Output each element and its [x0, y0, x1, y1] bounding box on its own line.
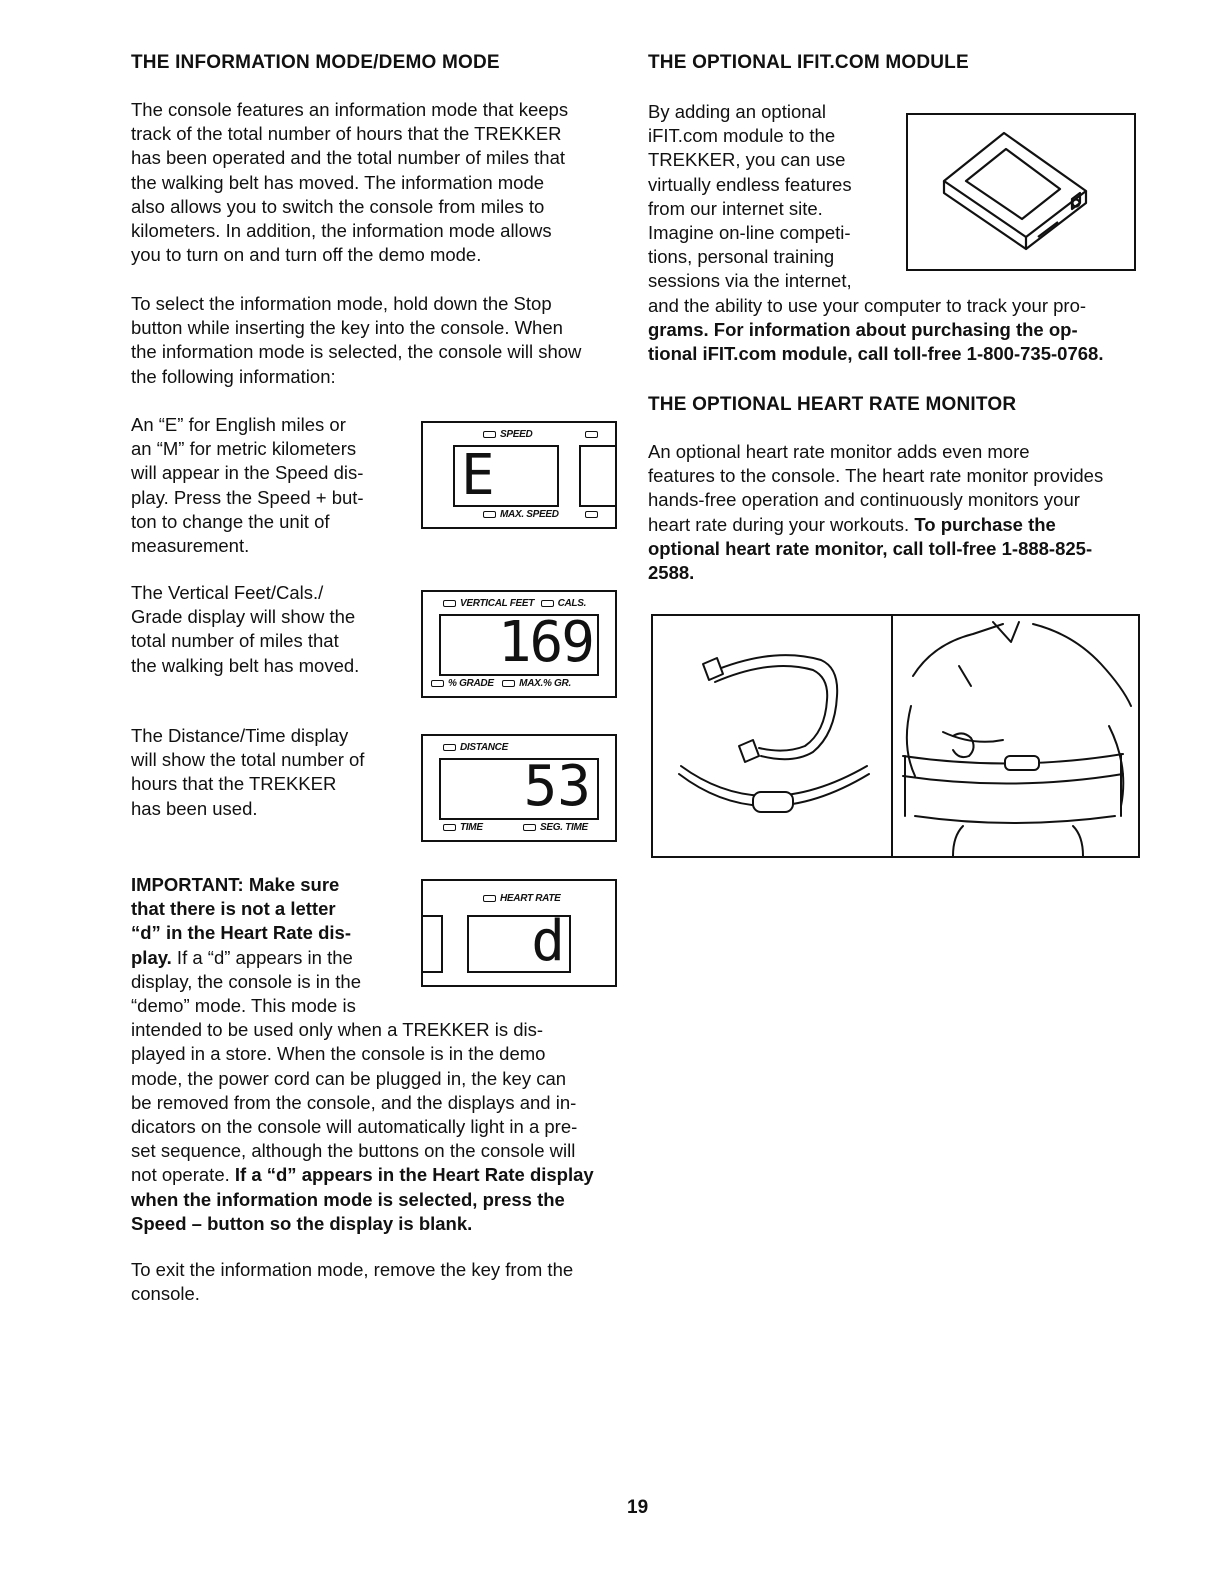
text-line: “d” in the Heart Rate dis- — [131, 922, 351, 944]
seg-time-label: SEG. TIME — [523, 822, 588, 833]
person-wearing-strap-icon — [903, 622, 1131, 856]
text-line: grams. For information about purchasing the op- — [648, 319, 1078, 341]
ifit-paragraph-full — [648, 294, 1168, 367]
text-line: tions, personal training — [648, 246, 835, 268]
vertical-display — [421, 590, 617, 698]
text-line: from our internet site. — [648, 197, 823, 219]
ifit-paragraph-wrap — [648, 100, 898, 294]
text-line: has been operated and the total number of miles that — [131, 147, 566, 169]
text-line: measurement. — [131, 535, 250, 557]
speed-window — [453, 445, 559, 507]
speed-display — [421, 421, 617, 529]
text-line: played in a store. When the console is in the demo — [131, 1043, 546, 1065]
text-line: sessions via the internet, — [648, 270, 852, 292]
text-line: To exit the information mode, remove the key from the — [131, 1259, 574, 1280]
text-line: To select the information mode, hold down the Stop — [131, 293, 552, 314]
text-line: track of the total number of hours that the TREKKER — [131, 123, 562, 145]
ifit-module-figure — [906, 113, 1136, 271]
text-line: set sequence, although the buttons on the console will — [131, 1140, 576, 1162]
max-speed-label: MAX. SPEED — [483, 509, 559, 520]
plain-run: heart rate during your workouts. — [648, 513, 915, 535]
heart-rate-window — [467, 909, 571, 974]
text-line: kilometers. In addition, the information mode allows — [131, 220, 552, 242]
speed-value: E — [461, 443, 495, 508]
text-line: By adding an optional — [648, 101, 826, 122]
speed-label: SPEED — [483, 429, 532, 440]
text-line: Grade display will show the — [131, 606, 356, 628]
text-line: when the information mode is selected, press the — [131, 1188, 565, 1210]
heart-rate-display — [421, 879, 617, 987]
text-line: the walking belt has moved. — [131, 654, 360, 676]
select-mode-paragraph — [131, 292, 621, 389]
bold-run: play. — [131, 946, 172, 968]
text-line: the walking belt has moved. The information mode — [131, 171, 545, 193]
text-line: tional iFIT.com module, call toll-free 1-800-735-0768. — [648, 343, 1104, 365]
vertical-value: 169 — [497, 610, 593, 675]
plain-run: If a “d” appears in the — [171, 946, 353, 968]
distance-label: DISTANCE — [443, 742, 508, 753]
text-line: IMPORTANT: Make sure — [131, 874, 340, 895]
text-line: display, the console is in the — [131, 970, 362, 992]
text-line: optional heart rate monitor, call toll-free 1-888-825- — [648, 537, 1093, 559]
section-heading-information-mode: THE INFORMATION MODE/DEMO MODE — [131, 52, 500, 73]
speed-second-led — [585, 429, 602, 440]
speed-item-text — [131, 413, 401, 558]
grade-label: % GRADE MAX.% GR. — [431, 678, 571, 689]
distance-item-text — [131, 724, 401, 821]
distance-window — [439, 754, 599, 820]
bold-run: If a “d” appears in the Heart Rate display — [234, 1164, 594, 1186]
vertical-item-text — [131, 581, 401, 678]
vertical-window — [439, 610, 599, 676]
page-number: 19 — [627, 1497, 649, 1518]
text-line: has been used. — [131, 797, 258, 819]
heart-rate-side-window — [421, 915, 443, 973]
vertical-feet-label: VERTICAL FEET CALS. — [443, 598, 586, 609]
text-line: total number of miles that — [131, 630, 339, 652]
text-line: An “E” for English miles or — [131, 414, 346, 435]
plain-run: not operate. — [131, 1164, 235, 1186]
text-line — [648, 513, 1178, 537]
text-line: will show the total number of — [131, 749, 365, 771]
text-line: will appear in the Speed dis- — [131, 462, 364, 484]
heart-rate-label: HEART RATE — [483, 893, 561, 904]
text-line: you to turn on and turn off the demo mode. — [131, 244, 482, 266]
text-line: the information mode is selected, the console will show — [131, 341, 582, 363]
text-line: and the ability to use your computer to track your pro- — [648, 295, 1087, 316]
text-line: The Distance/Time display — [131, 725, 349, 746]
text-line: hours that the TREKKER — [131, 773, 337, 795]
text-line: be removed from the console, and the displays and in- — [131, 1091, 577, 1113]
text-line: The console features an information mode that keeps — [131, 99, 569, 120]
exit-paragraph — [131, 1258, 626, 1306]
text-line: features to the console. The heart rate monitor provides — [648, 465, 1104, 487]
text-line: Imagine on-line competi- — [648, 222, 851, 244]
distance-display — [421, 734, 617, 842]
text-line: 2588. — [648, 562, 695, 584]
chest-strap-icon — [679, 655, 869, 812]
heart-rate-value: d — [531, 909, 565, 974]
text-line: dicators on the console will automatically light in a pre- — [131, 1116, 578, 1138]
text-line: button while inserting the key into the console. When — [131, 317, 563, 339]
heart-rate-monitor-figure — [651, 614, 1140, 858]
text-line: “demo” mode. This mode is — [131, 995, 356, 1017]
text-line — [131, 1163, 626, 1187]
text-line: ton to change the unit of — [131, 510, 330, 532]
text-line: mode, the power cord can be plugged in, the key can — [131, 1067, 567, 1089]
speed-second-window — [579, 445, 617, 507]
section-heading-heart-rate-monitor: THE OPTIONAL HEART RATE MONITOR — [648, 394, 1017, 415]
heart-rate-paragraph — [648, 440, 1178, 585]
heart-rate-monitor-illustration — [653, 616, 1138, 856]
text-line: the following information: — [131, 365, 336, 387]
text-line: an “M” for metric kilometers — [131, 438, 357, 460]
text-line: virtually endless features — [648, 173, 852, 195]
text-line: An optional heart rate monitor adds even more — [648, 441, 1030, 462]
info-mode-paragraph — [131, 98, 611, 267]
text-line: TREKKER, you can use — [648, 149, 846, 171]
section-heading-ifit-module: THE OPTIONAL IFIT.COM MODULE — [648, 52, 969, 73]
text-line: Speed – button so the display is blank. — [131, 1212, 473, 1234]
distance-value: 53 — [523, 754, 591, 819]
bold-run: To purchase the — [914, 513, 1056, 535]
text-line: that there is not a letter — [131, 898, 336, 920]
text-line: play. Press the Speed + but- — [131, 486, 364, 508]
text-line: hands-free operation and continuously monitors your — [648, 489, 1080, 511]
max-speed-second-led — [585, 509, 602, 520]
ifit-module-illustration — [908, 115, 1134, 269]
time-label: TIME — [443, 822, 483, 833]
text-line: iFIT.com module to the — [648, 125, 836, 147]
text-line: The Vertical Feet/Cals./ — [131, 582, 324, 603]
text-line: console. — [131, 1283, 200, 1305]
text-line: also allows you to switch the console from miles to — [131, 195, 545, 217]
text-line: intended to be used only when a TREKKER is dis- — [131, 1019, 544, 1041]
